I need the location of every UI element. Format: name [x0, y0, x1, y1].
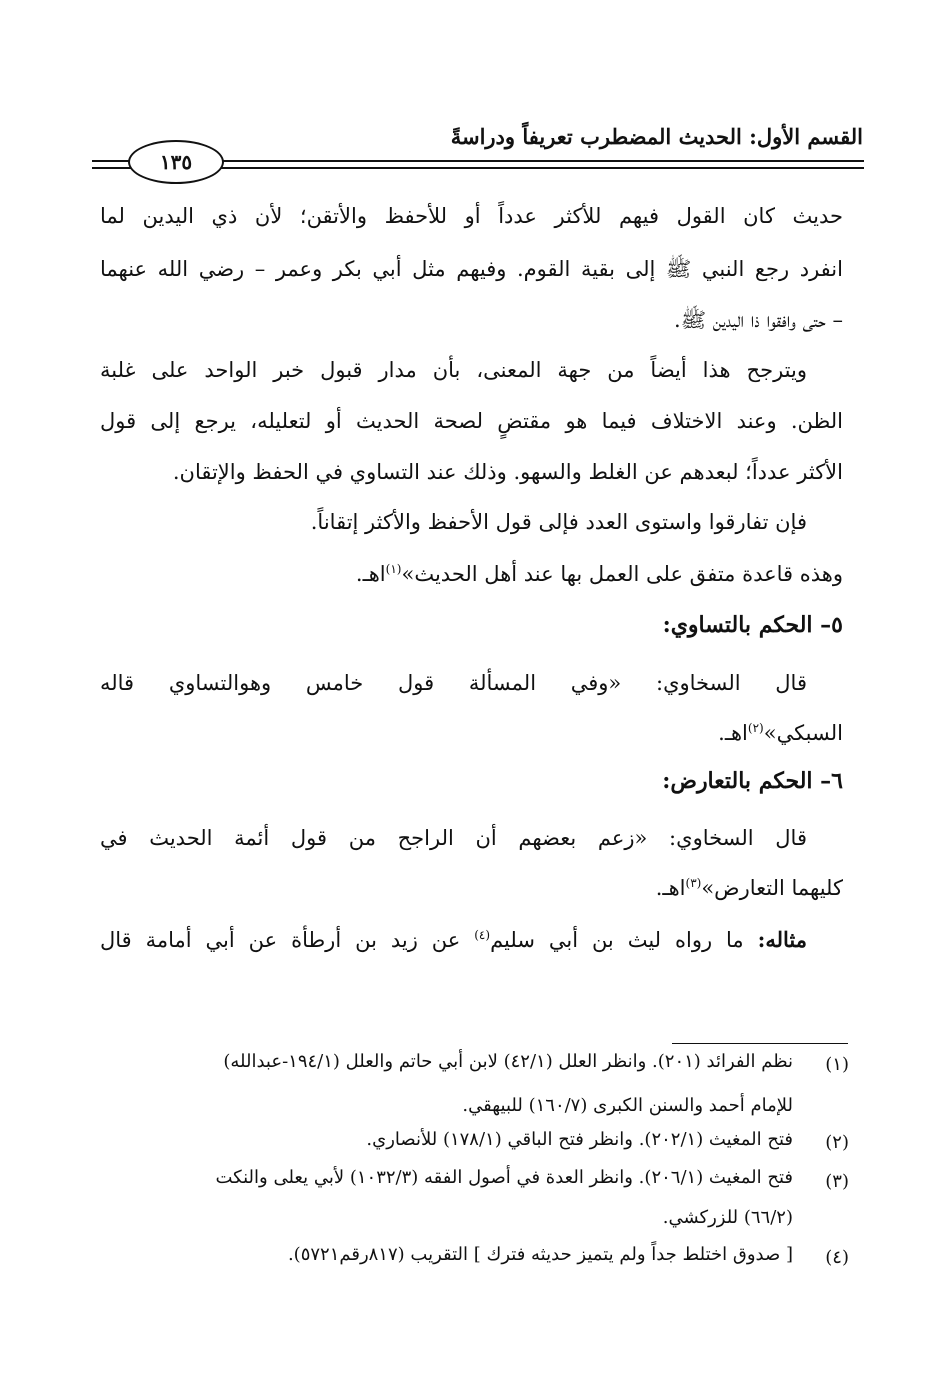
footnote-line: (٦٦/٢) للزركشي. [662, 1207, 793, 1228]
page-number: ١٣٥ [128, 140, 224, 184]
footnote-ref[interactable]: (٢) [747, 721, 764, 735]
quote-end-text: وهذه قاعدة متفق على العمل بها عند أهل الحديث» [401, 562, 843, 586]
footnote-number: (٢) [825, 1132, 849, 1153]
footnote-separator [672, 1043, 848, 1044]
footnote-number: (١) [825, 1054, 849, 1075]
body-line [656, 874, 843, 902]
body-line: الأكثر عدداً؛ لبعدهم عن الغلط والسهو. وذلك عند التساوي في الحفظ والإتقان. [172, 460, 843, 484]
example-label: مثاله: [757, 927, 808, 952]
footnote-ref[interactable]: (٤) [474, 928, 491, 942]
quote-text: السبكي» [763, 721, 843, 745]
body-line: حديث كان القول فيهم للأكثر عدداً أو للأحفظ والأتقن؛ لأن ذي اليدين لما [100, 204, 843, 228]
quote-end-mark: اهـ. [655, 876, 686, 900]
example-text: ما رواه ليث بن أبي سليم [490, 928, 744, 952]
footnote-ref[interactable]: (٣) [685, 876, 702, 890]
body-line: ويترجح هذا أيضاً من جهة المعنى، بأن مدار قبول خبر الواحد على غلبة [100, 358, 807, 382]
quote-text: كليهما التعارض» [701, 876, 843, 900]
body-line: فإن تفارقوا واستوى العدد فإلى قول الأحفظ والأكثر إتقاناً. [310, 510, 807, 534]
footnote-line: فتح المغيث (٢٠٦/١). وانظر العدة في أصول الفقه (١٠٣٢/٣) لأبي يعلى والنكت [215, 1167, 793, 1188]
body-line: قال السخاوي: «وفي المسألة قول خامس وهوالتساوي قاله [100, 671, 807, 695]
footnote-line: فتح المغيث (٢٠٢/١). وانظر فتح الباقي (١٧٨/١) للأنصاري. [366, 1129, 793, 1150]
example-text: عن زيد بن أرطأة عن أبي أمامة قال [100, 928, 461, 952]
body-line [718, 719, 843, 747]
body-line: الظن. وعند الاختلاف فيما هو مقتضٍ لصحة الحديث أو لتعليله، يرجع إلى قول [100, 409, 843, 433]
body-line: – حتى وافقوا ذا اليدين ﷺ. [674, 308, 843, 332]
section-heading-6: ٦– الحكم بالتعارض: [662, 768, 843, 794]
footnote-line: [ صدوق اختلط جداً ولم يتميز حديثه فترك ] التقريب (٨١٧رقم٥٧٢١). [287, 1244, 793, 1265]
footnote-number: (٤) [825, 1247, 849, 1268]
quote-end-mark: اهـ. [355, 562, 386, 586]
quote-end-mark: اهـ. [718, 721, 748, 745]
body-line: انفرد رجع النبي ﷺ إلى بقية القوم. وفيهم مثل أبي بكر وعمر – رضي الله عنهما [100, 257, 843, 281]
footnote-line: نظم الفرائد (٢٠١). وانظر العلل (٤٢/١) لابن أبي حاتم والعلل (١٩٤/١-عبدالله) [223, 1051, 793, 1072]
footnote-number: (٣) [825, 1171, 849, 1192]
section-heading-5: ٥– الحكم بالتساوي: [662, 612, 843, 638]
footnote-line: للإمام أحمد والسنن الكبرى (١٦٠/٧) للبيهقي. [462, 1095, 793, 1116]
body-line [356, 560, 843, 588]
footnote-ref[interactable]: (١) [385, 562, 402, 576]
running-header-title: القسم الأول: الحديث المضطرب تعريفاً ودراسةً [450, 124, 863, 149]
example-line [100, 926, 807, 954]
body-line: قال السخاوي: «زعم بعضهم أن الراجح من قول أئمة الحديث في [100, 826, 807, 850]
